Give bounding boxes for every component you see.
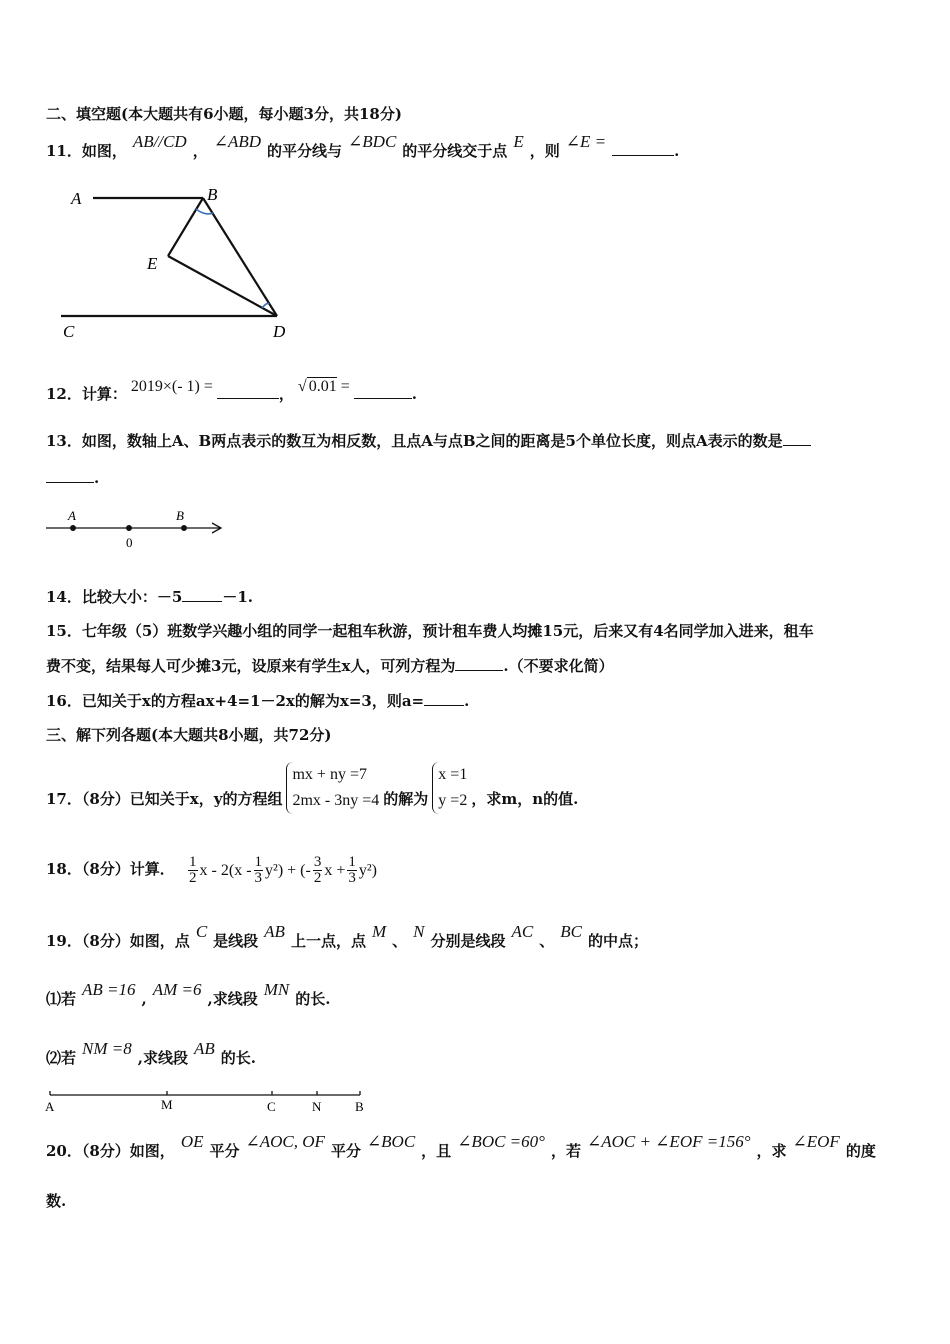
label-B: B: [207, 185, 218, 204]
label-M: M: [161, 1097, 173, 1112]
question-15-cont: 费不变，结果每人可少摊3元，设原来有学生x人，可列方程为 .（不要求化简）: [46, 657, 614, 675]
question-19-part-1: ⑴若 AB =16 , AM =6 ,求线段 MN 的长.: [46, 980, 331, 1008]
solution-system: x =1 y =2: [432, 762, 467, 814]
label-C: C: [63, 322, 75, 341]
q11-figure: [55, 180, 315, 350]
q19-segment-figure: [40, 1085, 380, 1115]
label-N: N: [312, 1099, 322, 1114]
question-12: 12．计算： 2019×(- 1) = ， √ 0.01 = .: [46, 378, 417, 403]
label-A: A: [45, 1099, 55, 1114]
point-A: [70, 525, 76, 531]
question-19: 19．（8分）如图，点 C 是线段 AB 上一点，点 M 、 N 分别是线段 AC 、 BC 的中点；: [46, 922, 649, 950]
point-origin: [126, 525, 132, 531]
question-16: 16．已知关于x的方程ax+4=1－2x的解为x=3，则a= .: [46, 692, 470, 710]
label-D: D: [273, 322, 286, 341]
point-B: [181, 525, 187, 531]
label-A: A: [71, 189, 82, 208]
section-2-heading: 二、填空题(本大题共有6小题，每小题3分，共18分): [46, 105, 402, 123]
answer-blank: [217, 384, 279, 399]
answer-blank: [783, 431, 811, 446]
question-13-cont: .: [46, 468, 99, 487]
question-13: 13．如图，数轴上A、B两点表示的数互为相反数，且点A与点B之间的距离是5个单位长度，则点A表示的数是: [46, 430, 811, 451]
label-C: C: [267, 1099, 276, 1114]
answer-blank: [612, 141, 674, 156]
expression: $\frac{1}{2}$ x - 2(x - $\frac{1}{3}$ y²) + (- $\frac{3}{2}$ x + $\frac{1}{3}$ y²): [189, 854, 377, 886]
question-19-part-2: ⑵若 NM =8 ,求线段 AB 的长.: [46, 1039, 256, 1067]
label-origin: 0: [126, 535, 133, 550]
question-11: 11．如图， AB//CD ， ∠ABD 的平分线与 ∠BDC 的平分线交于点 E ，则 ∠E = .: [46, 132, 680, 160]
answer-blank: [46, 468, 94, 483]
label-B: B: [176, 508, 184, 523]
question-15: 15．七年级（5）班数学兴趣小组的同学一起租车秋游，预计租车费人均摊15元，后来又有4名同学加入进来，租车: [46, 622, 814, 640]
equation-system: mx + ny =7 2mx - 3ny =4: [286, 762, 379, 814]
question-17: 17．（8分）已知关于x，y的方程组 mx + ny =7 2mx - 3ny =4 的解为 x =1 y =2 ，求m，n的值.: [46, 774, 578, 826]
answer-blank: [182, 587, 222, 602]
answer-blank: [354, 384, 412, 399]
label-E: E: [147, 254, 158, 273]
label-A: A: [68, 508, 76, 523]
answer-blank: [424, 691, 464, 706]
question-20: 20．（8分）如图， OE 平分 ∠AOC, OF 平分 ∠BOC ，且 ∠BOC =60° ，若 ∠AOC + ∠EOF =156° ，求 ∠EOF 的度: [46, 1132, 876, 1160]
q13-number-line: [44, 505, 234, 550]
question-14: 14．比较大小：－5 －1.: [46, 588, 253, 606]
question-20-cont: 数.: [46, 1192, 67, 1210]
answer-blank: [455, 656, 503, 671]
section-3-heading: 三、解下列各题(本大题共8小题，共72分): [46, 726, 332, 744]
label-B: B: [355, 1099, 364, 1114]
question-18: 18．（8分）计算． $\frac{1}{2}$ x - 2(x - $\frac{1}{3}$ y²) + (- $\frac{3}{2}$ x + $\frac{1}{3}$ y²): [46, 854, 377, 886]
